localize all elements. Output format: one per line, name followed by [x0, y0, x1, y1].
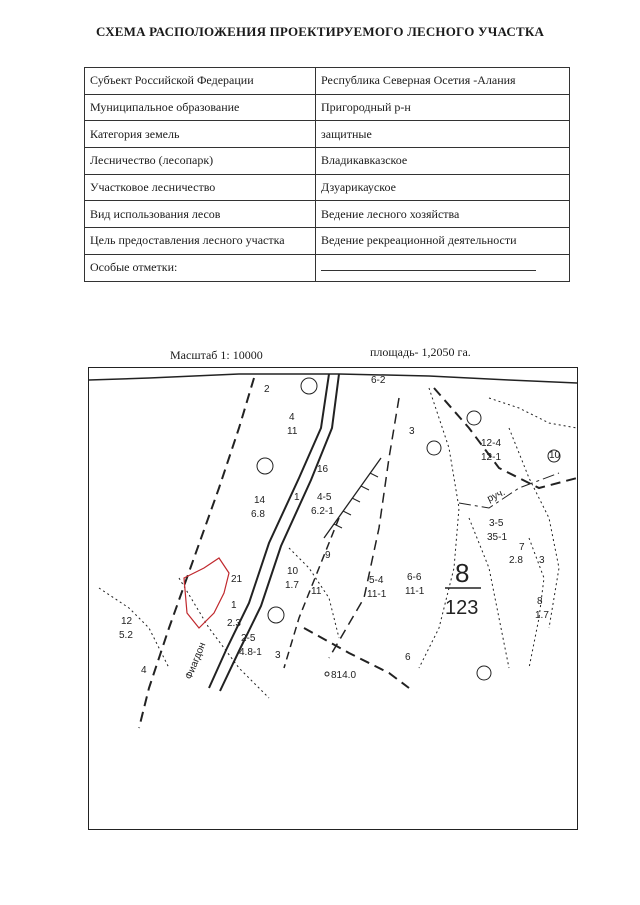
map-scale: Масштаб 1: 10000: [170, 348, 263, 362]
compartment-boundary: [304, 628, 409, 688]
document-title: СХЕМА РАСПОЛОЖЕНИЯ ПРОЕКТИРУЕМОГО ЛЕСНОГО УЧАСТКА: [95, 24, 545, 39]
map-label: 12-4: [481, 438, 502, 449]
compartment-boundary: [434, 388, 577, 488]
quarter-number: 8: [455, 558, 470, 588]
compartment-boundary: [139, 378, 254, 728]
row-value: защитные: [316, 121, 570, 148]
map-label: 4-5: [317, 492, 332, 503]
table-row: [85, 94, 570, 121]
row-label: Категория земель: [85, 121, 316, 148]
map-label: 5-4: [369, 575, 384, 586]
table-row: [85, 201, 570, 228]
table-row: [85, 148, 570, 175]
map-label: 11: [311, 586, 322, 597]
map-label: 10: [287, 566, 299, 577]
attributes-table: [84, 67, 570, 282]
map-label: 3: [275, 650, 281, 661]
map-label: 3-5: [489, 518, 504, 529]
table-row: [85, 68, 570, 95]
table-row: [85, 174, 570, 201]
elevation-point: [325, 672, 329, 676]
row-value: [316, 254, 570, 281]
tree-symbol: [477, 666, 491, 680]
slope-hatching: [334, 473, 378, 528]
row-label: Особые отметки:: [85, 254, 316, 281]
map-label: 6.2-1: [311, 506, 334, 517]
map-label: 4.8-1: [239, 647, 262, 658]
map-label: 12: [121, 616, 133, 627]
tree-symbol: [427, 441, 441, 455]
row-value: Дзуарикауское: [316, 174, 570, 201]
row-label: Участковое лесничество: [85, 174, 316, 201]
map-label: 11: [287, 426, 298, 437]
map-label: 12-1: [481, 452, 502, 463]
map-label: 6-6: [407, 572, 422, 583]
map-label: 11-1: [405, 586, 425, 597]
stream-label: руч.: [485, 486, 507, 505]
table-row: [85, 228, 570, 255]
map-label: 3: [409, 426, 415, 437]
map-label: 2.8: [509, 555, 523, 566]
road-line: [209, 374, 329, 688]
map-label: 14: [254, 495, 266, 506]
map-label: 1.7: [285, 580, 299, 591]
map-labels: [119, 375, 561, 681]
map-label: 9: [325, 550, 331, 561]
row-value: Ведение рекреационной деятельности: [316, 228, 570, 255]
table-row: [85, 254, 570, 281]
map-label: 21: [231, 574, 243, 585]
map-label: 6.8: [251, 509, 265, 520]
map-label: 1: [294, 492, 300, 503]
row-label: Муниципальное образование: [85, 94, 316, 121]
row-label: Лесничество (лесопарк): [85, 148, 316, 175]
map-label: 8: [537, 596, 543, 607]
blank-line: [321, 260, 536, 271]
map-label: 2: [264, 384, 270, 395]
map-label: 5.2: [119, 630, 133, 641]
map-label: 1.7: [535, 610, 549, 621]
row-label: Субъект Российской Федерации: [85, 68, 316, 95]
stream-line: [459, 473, 559, 508]
stand-boundary: [419, 388, 459, 668]
row-value: Ведение лесного хозяйства: [316, 201, 570, 228]
map-label: 1: [231, 600, 237, 611]
tree-symbol: [257, 458, 273, 474]
map-label: 4: [289, 412, 295, 423]
map-label: 6-2: [371, 375, 386, 386]
stand-boundary: [489, 398, 577, 428]
map-label: 2-5: [241, 633, 256, 644]
row-label: Вид использования лесов: [85, 201, 316, 228]
plot-area: площадь- 1,2050 га.: [370, 345, 471, 359]
tree-symbol: [268, 607, 284, 623]
map-label: 7: [519, 542, 525, 553]
map-label: 16: [317, 464, 329, 475]
compartment-boundary: [329, 398, 399, 658]
row-value: Пригородный р-н: [316, 94, 570, 121]
map-label: 35-1: [487, 532, 508, 543]
table-row: [85, 121, 570, 148]
tree-symbol: [467, 411, 481, 425]
map-top-boundary: [89, 374, 577, 383]
map-label: 3: [539, 555, 545, 566]
forest-map: [88, 367, 578, 830]
map-label: 4: [141, 665, 147, 676]
row-value: Владикавказское: [316, 148, 570, 175]
map-label: 10: [549, 450, 561, 461]
tree-symbol: [301, 378, 317, 394]
map-label: 11-1: [367, 589, 387, 600]
elevation-label: 814.0: [331, 670, 357, 681]
quarter-denominator: 123: [445, 597, 479, 619]
map-label: 2.3: [227, 618, 241, 629]
map-label: 6: [405, 652, 411, 663]
row-value: Республика Северная Осетия -Алания: [316, 68, 570, 95]
map-drawing: [89, 368, 577, 829]
road-label: Фиагдон: [183, 640, 209, 682]
stand-boundary: [99, 588, 169, 668]
row-label: Цель предоставления лесного участка: [85, 228, 316, 255]
